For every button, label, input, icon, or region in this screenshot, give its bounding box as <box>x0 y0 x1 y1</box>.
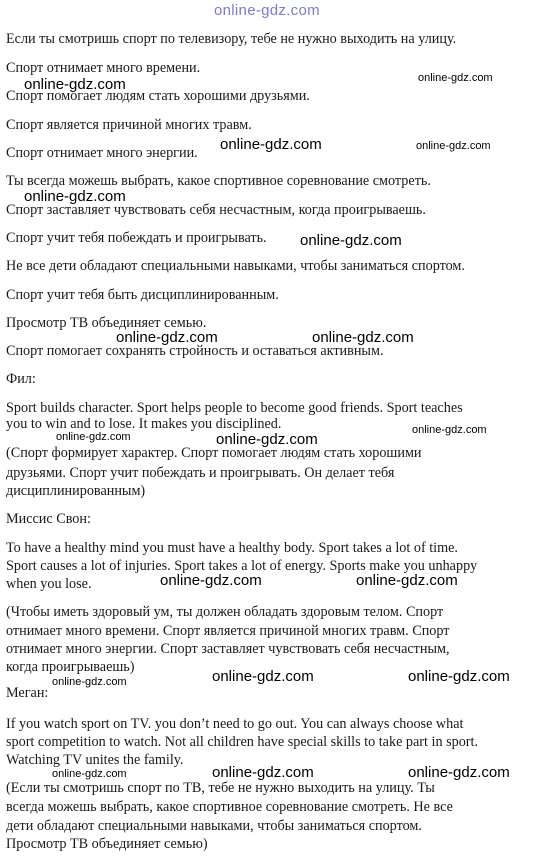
megan-russian-4: Просмотр ТВ объединяет семью) <box>6 836 208 852</box>
phil-english-2: you to win and to lose. It makes you disciplined. <box>6 416 282 432</box>
statement-10: Спорт учит тебя быть дисциплинированным. <box>6 287 279 303</box>
watermark: online-gdz.com <box>416 140 491 152</box>
statement-7: Спорт заставляет чувствовать себя несчастным, когда проигрываешь. <box>6 202 426 218</box>
watermark: online-gdz.com <box>160 572 262 589</box>
swan-english-2: Sport causes a lot of injuries. Sport takes a lot of energy. Sports make you unhappy <box>6 558 478 574</box>
watermark: online-gdz.com <box>408 764 510 781</box>
statement-5: Спорт отнимает много энергии. <box>6 145 198 161</box>
phil-english-1: Sport builds character. Sport helps people to become good friends. Sport teaches <box>6 400 463 416</box>
speaker-megan: Меган: <box>6 685 49 701</box>
speaker-phil: Фил: <box>6 371 36 387</box>
watermark: online-gdz.com <box>216 431 318 448</box>
watermark: online-gdz.com <box>116 329 218 346</box>
phil-russian-1: (Спорт формирует характер. Спорт помогает людям стать хорошими <box>6 445 422 461</box>
watermark: online-gdz.com <box>408 668 510 685</box>
swan-russian-3: отнимает много энергии. Спорт заставляет чувствовать себя несчастным, <box>6 641 450 657</box>
watermark: online-gdz.com <box>220 136 322 153</box>
statement-9: Не все дети обладают специальными навыками, чтобы заниматься спортом. <box>6 258 465 274</box>
watermark: online-gdz.com <box>312 329 414 346</box>
swan-russian-1: (Чтобы иметь здоровый ум, ты должен обладать здоровым телом. Спорт <box>6 604 444 620</box>
megan-english-1: If you watch sport on TV. you don’t need to go out. You can always choose what <box>6 716 464 732</box>
statement-12: Спорт помогает сохранять стройность и оставаться активным. <box>6 343 384 359</box>
watermark: online-gdz.com <box>52 768 127 780</box>
statement-1: Если ты смотришь спорт по телевизору, тебе не нужно выходить на улицу. <box>6 31 457 47</box>
megan-english-3: Watching TV unites the family. <box>6 752 184 768</box>
watermark: online-gdz.com <box>56 431 131 443</box>
megan-russian-3: дети обладают специальными навыками, чтобы заниматься спортом. <box>6 818 422 834</box>
statement-4: Спорт является причиной многих травм. <box>6 117 252 133</box>
swan-english-1: To have a healthy mind you must have a healthy body. Sport takes a lot of time. <box>6 540 458 556</box>
megan-russian-2: всегда можешь выбрать, какое спортивное соревнование смотреть. Не все <box>6 799 453 815</box>
watermark: online-gdz.com <box>52 676 127 688</box>
swan-russian-2: отнимает много времени. Спорт является причиной многих травм. Спорт <box>6 623 450 639</box>
megan-russian-1: (Если ты смотришь спорт по ТВ, тебе не нужно выходить на улицу. Ты <box>6 780 435 796</box>
watermark: online-gdz.com <box>412 424 487 436</box>
watermark: online-gdz.com <box>212 668 314 685</box>
watermark: online-gdz.com <box>300 232 402 249</box>
watermark: online-gdz.com <box>418 72 493 84</box>
watermark: online-gdz.com <box>24 76 126 93</box>
megan-english-2: sport competition to watch. Not all children have special skills to take part in sport. <box>6 734 479 750</box>
statement-3: Спорт помогает людям стать хорошими друзьями. <box>6 88 310 104</box>
watermark: online-gdz.com <box>212 764 314 781</box>
statement-6: Ты всегда можешь выбрать, какое спортивное соревнование смотреть. <box>6 173 431 189</box>
statement-8: Спорт учит тебя побеждать и проигрывать. <box>6 230 267 246</box>
header-watermark: online-gdz.com <box>214 2 320 19</box>
statement-2: Спорт отнимает много времени. <box>6 60 201 76</box>
phil-russian-2: друзьями. Спорт учит побеждать и проигрывать. Он делает тебя <box>6 465 395 481</box>
phil-russian-3: дисциплинированным) <box>6 483 146 499</box>
statement-11: Просмотр ТВ объединяет семью. <box>6 315 207 331</box>
watermark: online-gdz.com <box>356 572 458 589</box>
swan-russian-4: когда проигрываешь) <box>6 659 135 675</box>
swan-english-3: when you lose. <box>6 576 92 592</box>
speaker-mrs-swan: Миссис Свон: <box>6 511 91 527</box>
watermark: online-gdz.com <box>24 188 126 205</box>
